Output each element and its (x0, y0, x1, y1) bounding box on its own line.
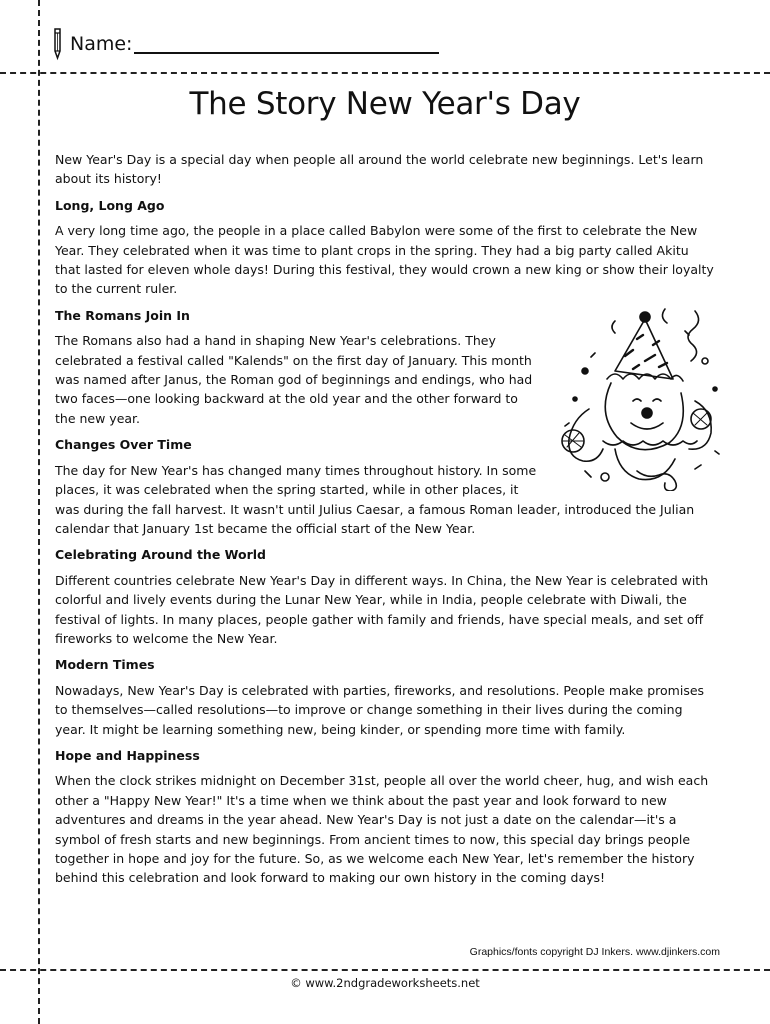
section-paragraph: A very long time ago, the people in a place called Babylon were some of the first to celebrate the New Year. They celebrated when it was time to plant crops in the spring. They had a big party called Akitu that lasted for eleven whole days! During this festival, they would crown a new king or show their loyalty to the current ruler. (55, 223, 714, 297)
page-title: The Story New Year's Day (189, 86, 581, 122)
name-label: Name: (70, 33, 133, 55)
story-body (55, 150, 715, 895)
bottom-cut-line (0, 969, 770, 971)
section-paragraph: The day for New Year's has changed many times throughout history. In some places, it was celebrated when the spring started, while in other places, it was during the fall harvest. It wasn't until Julius Caesar, a famous Roman leader, introduced the Julian calendar that January 1st became the official start of the New Year. (55, 462, 695, 536)
left-cut-line (38, 0, 40, 1024)
section-heading: Hope and Happiness (55, 747, 200, 763)
section-heading: Changes Over Time (55, 437, 192, 453)
name-field[interactable] (134, 34, 439, 54)
section-heading: Long, Long Ago (55, 197, 165, 213)
section-paragraph: The Romans also had a hand in shaping New Year's celebrations. They celebrated a festival called "Kalends" on the first day of January. This month was named after Janus, the Roman god of beginnings and endings, who had two faces—one looking backward at the old year and the other forward to the new year. (55, 333, 533, 426)
party-clown-illustration (545, 301, 725, 491)
section-heading: Celebrating Around the World (55, 547, 266, 563)
copyright-text: © www.2ndgradeworksheets.net (290, 976, 480, 990)
name-row (46, 24, 439, 64)
section-heading: The Romans Join In (55, 307, 190, 323)
intro-paragraph: New Year's Day is a special day when people all around the world celebrate new beginnings. Let's learn about its history! (55, 152, 704, 187)
section-heading: Modern Times (55, 657, 155, 673)
section-paragraph: Different countries celebrate New Year's Day in different ways. In China, the New Year is celebrated with colorful and lively events during the Lunar New Year, while in India, people celebrate with Diwali, the festival of lights. In many places, people gather with family and friends, have special meals, and set off fireworks to welcome the New Year. (55, 572, 709, 646)
section-paragraph: When the clock strikes midnight on December 31st, people all over the world cheer, hug, and wish each other a "Happy New Year!" It's a time when we think about the past year and look forward to new adventures and dreams in the year ahead. New Year's Day is not just a date on the calendar—it's a symbol of fresh starts and new beginnings. From ancient times to now, this special day brings people together in hope and joy for the future. So, as we welcome each New Year, let's remember the history behind this celebration and look forward to making our own history in the coming days! (55, 773, 709, 886)
pencil-icon (46, 27, 68, 61)
top-cut-line (0, 72, 770, 74)
credit-text: Graphics/fonts copyright DJ Inkers. www.djinkers.com (469, 946, 720, 958)
section-paragraph: Nowadays, New Year's Day is celebrated with parties, fireworks, and resolutions. People make promises to themselves—called resolutions—to improve or change something in their lives during the coming year. It might be learning something new, being kinder, or spending more time with family. (55, 682, 705, 737)
